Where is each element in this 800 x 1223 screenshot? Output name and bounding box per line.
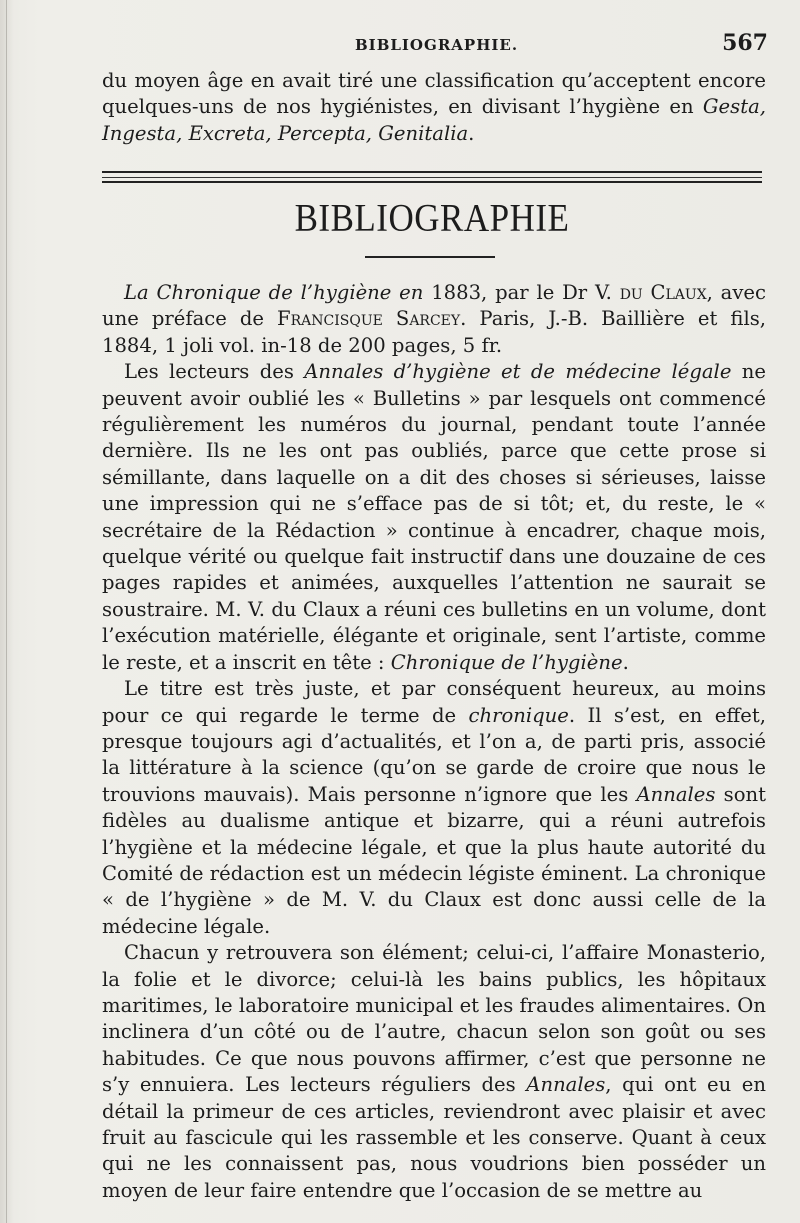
- author-name: du Claux: [619, 281, 707, 304]
- text-run: .: [622, 650, 629, 674]
- preface-author-name: Francisque Sarcey: [277, 307, 461, 331]
- section-title: BIBLIOGRAPHIE: [294, 195, 570, 240]
- text-run: , qui ont eu en détail la primeur de ces articles, reviendront avec plaisir et avec fruit au fascicule qui les rassemble et les conserve. Quant à ceux qui ne les connaissent pas, nous voudrions bien posséder un moyen de leur faire entendre que l’occasion de se mettre au: [102, 1073, 766, 1202]
- paragraph: [102, 940, 766, 1204]
- section-rule: [102, 181, 762, 183]
- continued-paragraph: [102, 68, 766, 147]
- text-run: , avec une préface de: [102, 281, 767, 331]
- text-run: . Paris, J.-B. Baillière et fils, 1884, 1 joli vol. in-18 de 200 pages, 5 fr.: [102, 307, 766, 357]
- italic-run: chronique: [468, 703, 569, 727]
- text-run: sont fidèles au dualisme antique et bizarre, qui a réuni autrefois l’hygiène et la médecine légale, et que la plus haute autorité du Comité de rédaction est un médecin légiste éminent. La chronique « de l’hygiène » de M. V. du Claux est donc aussi celle de la médecine légale.: [102, 782, 766, 938]
- page-number: 567: [722, 30, 768, 56]
- page-edge: [6, 0, 7, 1223]
- text-run: Chacun y retrouvera son élément; celui-ci, l’affaire Monasterio, la folie et le divorce; celui-là les bains publics, les hôpitaux maritimes, le laboratoire municipal et les fraudes alimentaires. On inclinera d’un côté ou de l’autre, chacun selon son goût ou ses habitudes. Ce que nous pouvons affirmer, c’est que personne ne s’y ennuiera. Les lecteurs réguliers des: [102, 941, 766, 1097]
- paragraph: [102, 359, 766, 676]
- italic-run: Gesta, Ingesta, Excreta, Percepta, Genitalia: [102, 95, 766, 145]
- italic-run: Annales d’hygiène et de médecine légale: [304, 360, 732, 384]
- text-run: . Il s’est, en effet, presque toujours agi d’actualités, et l’on a, de parti pris, associé la littérature à la science (qu’on se garde de croire que nous le trouvions mauvais). Mais personne n’ignore que les: [102, 703, 766, 806]
- text-run: .: [468, 121, 475, 145]
- italic-run: Chronique de l’hygiène: [390, 650, 623, 674]
- citation-entry: [102, 280, 766, 359]
- text-run: Les lecteurs des: [124, 360, 305, 384]
- text-run: Le titre est très juste, et par conséquent heureux, au moins pour ce qui regarde le terme de: [102, 677, 766, 727]
- title-underline: [365, 256, 495, 258]
- section-rule: [102, 177, 762, 178]
- text-run: ne peuvent avoir oublié les « Bulletins » par lesquels ont commencé régulièrement les numéros du journal, pendant toute l’année dernière. Ils ne les ont pas oubliés, parce que cette prose si sémillante, dans laquelle on a dit des choses si sérieuses, laisse une impression qui ne s’efface pas de si tôt; et, du reste, le « secrétaire de la Rédaction » continue à encadrer, chaque mois, quelque vérité ou quelque fait instructif dans une douzaine de ces pages rapides et animées, auxquelles l’attention ne saurait se soustraire. M. V. du Claux a réuni ces bulletins en un volume, dont l’exécution matérielle, élégante et originale, sent l’artiste, comme le reste, et a inscrit en tête :: [102, 360, 766, 674]
- italic-run: Annales: [636, 782, 716, 806]
- text-run: du moyen âge en avait tiré une classification qu’acceptent encore quelques-uns de nos hygiénistes, en divisant l’hygiène en: [102, 69, 766, 119]
- paragraph: [102, 676, 766, 940]
- page-header: [100, 30, 768, 64]
- running-head: BIBLIOGRAPHIE.: [355, 36, 519, 54]
- bibliography-body: [102, 280, 766, 1204]
- section-rule: [102, 171, 762, 173]
- book-title: La Chronique de l’hygiène en: [124, 281, 424, 304]
- italic-run: Annales: [526, 1073, 606, 1097]
- text-run: 1883, par le Dr V.: [423, 281, 620, 304]
